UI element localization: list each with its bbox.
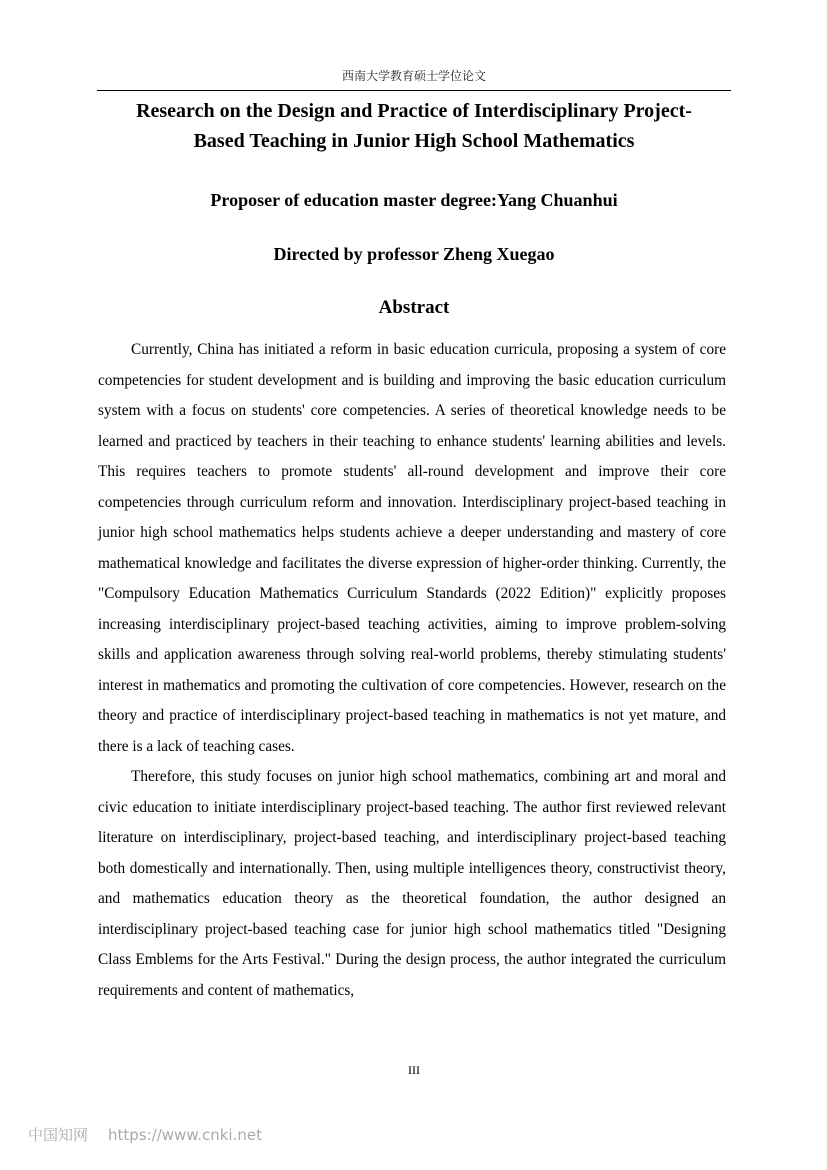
running-header: 西南大学教育硕士学位论文 [341,69,486,83]
header-divider [97,90,731,91]
abstract-heading: Abstract [378,297,450,318]
thesis-title-line-2: Based Teaching in Junior High School Mathematics [193,130,635,152]
page-number: III [408,1063,420,1077]
abstract-paragraph-1: Currently, China has initiated a reform in basic education curricula, proposing a system of core competencies for student development and is building and improving the basic education curriculum system with a focus on students' core competencies. A series of theoretical knowledge needs to be learned and practiced by teachers in their teaching to enhance students' learning abilities and levels. This requires teachers to promote students' all-round development and improve their core competencies through curriculum reform and innovation. Interdisciplinary project-based teaching in junior high school mathematics helps students achieve a deeper understanding and mastery of core mathematical knowledge and facilitates the diverse expression of higher-order thinking. Currently, the "Compulsory Education Mathematics Curriculum Standards (2022 Edition)" explicitly proposes increasing interdisciplinary project-based teaching activities, aiming to improve problem-solving skills and application awareness through solving real-world problems, thereby stimulating students' interest in mathematics and promoting the cultivation of core competencies. However, research on the theory and practice of interdisciplinary project-based teaching in mathematics is not yet mature, and there is a lack of teaching cases. [98,341,726,755]
abstract-paragraph-2: Therefore, this study focuses on junior high school mathematics, combining art and moral and civic education to initiate interdisciplinary project-based teaching. The author first reviewed relevant literature on interdisciplinary, project-based teaching, and interdisciplinary project-based teaching both domestically and internationally. Then, using multiple intelligences theory, constructivist theory, and mathematics education theory as the theoretical foundation, the author designed an interdisciplinary project-based teaching case for junior high school mathematics titled "Designing Class Emblems for the Arts Festival." During the design process, the author integrated the curriculum requirements and content of mathematics, [98,768,726,999]
director-line: Directed by professor Zheng Xuegao [273,244,555,264]
thesis-title-line-1: Research on the Design and Practice of Interdisciplinary Project- [136,100,692,122]
watermark-url: https://www.cnki.net [108,1126,262,1144]
cnki-watermark [28,1124,262,1146]
abstract-body [98,335,726,1006]
watermark-brand: 中国知网 [28,1126,89,1144]
proposer-line: Proposer of education master degree:Yang Chuanhui [210,190,618,210]
thesis-title [97,96,731,156]
